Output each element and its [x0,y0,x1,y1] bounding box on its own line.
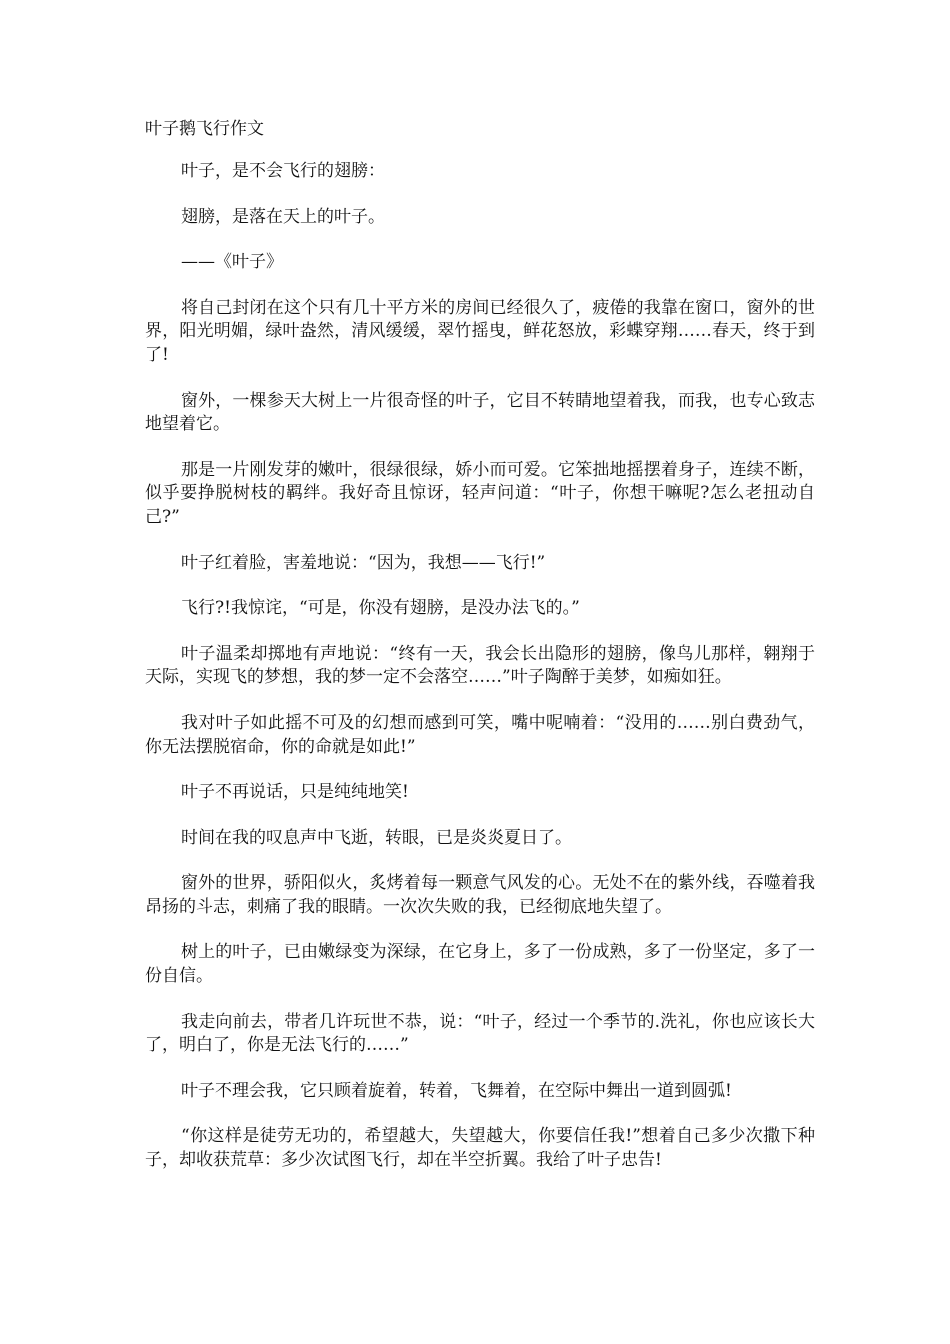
paragraph-1: 叶子，是不会飞行的翅膀： [181,161,385,181]
paragraph-13: 窗外的世界，骄阳似火，炙烤着每一颗意气风发的心。无处不在的紫外线，吞噬着我昂扬的斗志，刺痛了我的眼睛。一次次失败的我，已经彻底地失望了。 [145,873,815,917]
paragraph-3: ——《叶子》 [181,252,283,273]
paragraph-15: 我走向前去，带者几许玩世不恭，说：“叶子，经过一个季节的.洗礼，你也应该长大了，明白了，你是无法飞行的……” [145,1011,815,1056]
paragraph-10: 我对叶子如此摇不可及的幻想而感到可笑，嘴中呢喃着：“没用的……别白费劲气，你无法摆脱宿命，你的命就是如此!” [145,712,815,757]
paragraph-9: 叶子温柔却掷地有声地说：“终有一天，我会长出隐形的翅膀，像鸟儿那样，翱翔于天际，实现飞的梦想，我的梦一定不会落空……”叶子陶醉于美梦，如痴如狂。 [145,643,815,688]
paragraph-5: 窗外，一棵参天大树上一片很奇怪的叶子，它目不转睛地望着我，而我，也专心致志地望着它。 [145,390,815,435]
paragraph-4: 将自己封闭在这个只有几十平方米的房间已经很久了，疲倦的我靠在窗口，窗外的世界，阳光明媚，绿叶盎然，清风缓缓，翠竹摇曳，鲜花怒放，彩蝶穿翔……春天，终于到了! [145,297,815,365]
paragraph-17: “你这样是徒劳无功的，希望越大，失望越大，你要信任我!”想着自己多少次撒下种子，却收获荒草：多少次试图飞行，却在半空折翼。我给了叶子忠告! [145,1126,815,1171]
document-body [145,160,815,1195]
paragraph-6: 那是一片刚发芽的嫩叶，很绿很绿，娇小而可爱。它笨拙地摇摆着身子，连续不断，似乎要挣脱树枝的羁绊。我好奇且惊讶，轻声问道：“叶子，你想干嘛呢?怎么老扭动自己?” [145,459,815,527]
paragraph-11: 叶子不再说话，只是纯纯地笑! [181,782,409,803]
paragraph-2: 翅膀，是落在天上的叶子。 [181,206,385,227]
paragraph-8: 飞行?!我惊诧，“可是，你没有翅膀，是没办法飞的。” [181,598,580,619]
paragraph-7: 叶子红着脸，害羞地说：“因为，我想——飞行!” [181,552,546,573]
paragraph-14: 树上的叶子，已由嫩绿变为深绿，在它身上，多了一份成熟，多了一份坚定，多了一份自信。 [145,942,815,987]
paragraph-16: 叶子不理会我，它只顾着旋着，转着，飞舞着，在空际中舞出一道到圆弧! [181,1080,732,1101]
paragraph-12: 时间在我的叹息声中飞逝，转眼，已是炎炎夏日了。 [181,827,572,848]
document-title: 叶子鹅飞行作文 [145,119,264,139]
